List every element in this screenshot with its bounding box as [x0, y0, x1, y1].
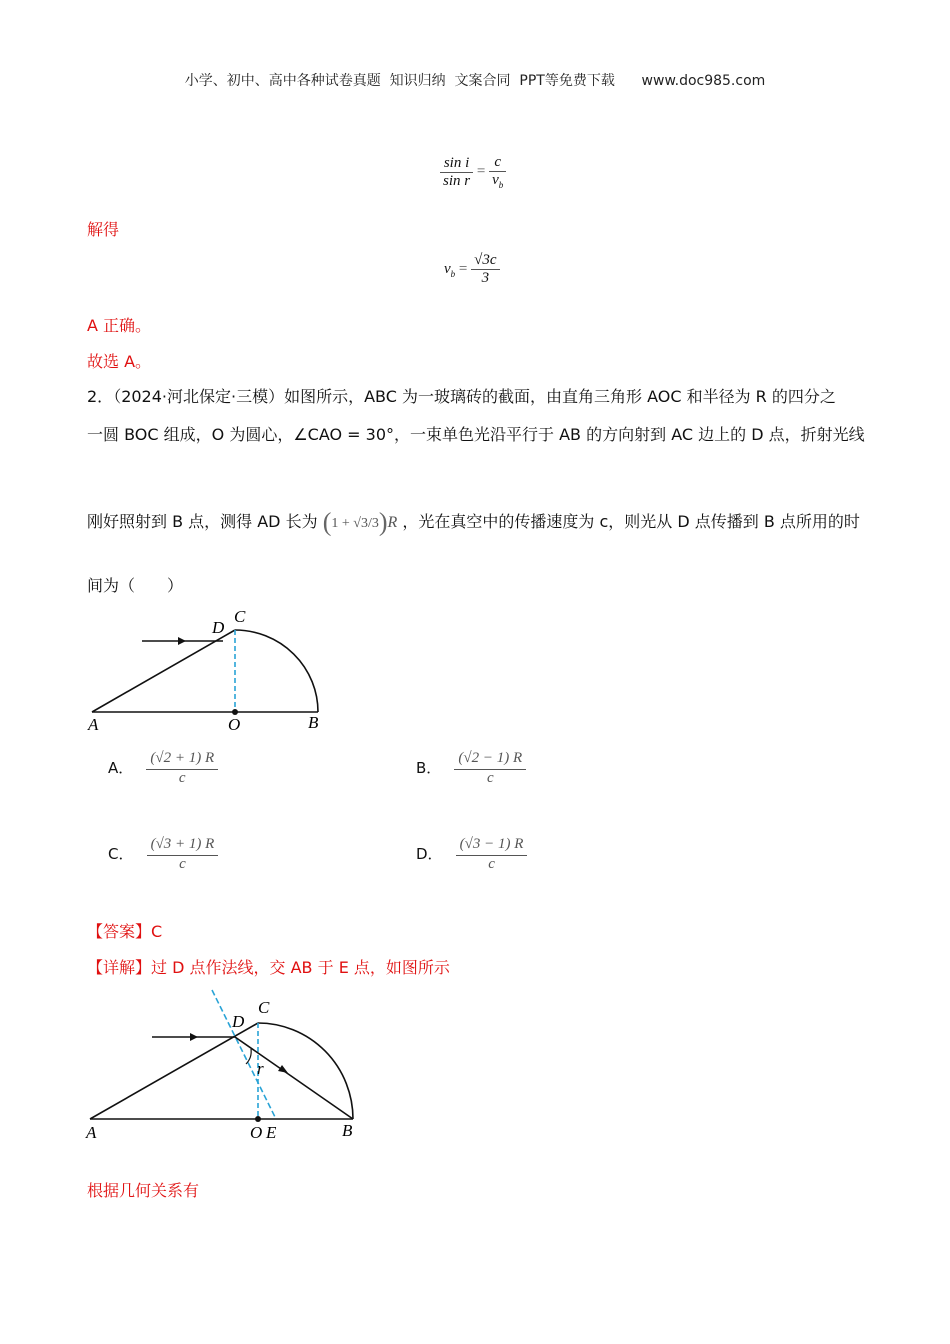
option-a-frac: [146, 748, 218, 787]
fig1-label-a: A: [88, 715, 99, 734]
option-c-frac: [147, 834, 219, 873]
detail-line: [87, 958, 450, 978]
option-a-label: A．: [108, 759, 134, 777]
fig2-arc-cb: [258, 1023, 353, 1119]
fig2-point-o: [255, 1116, 261, 1122]
formula-vb-rhs: [471, 252, 499, 287]
fig2-label-d: D: [232, 1012, 245, 1031]
choose-answer: 故选 A。: [87, 352, 152, 371]
question-line3-post: ，光在真空中的传播速度为 c，则光从 D 点传播到 B 点所用的时: [402, 512, 860, 531]
formula-snell: [440, 154, 506, 190]
answer-value: C: [151, 922, 163, 941]
a-correct: A 正确。: [87, 316, 152, 335]
formula-vb-den: 3: [481, 270, 490, 286]
option-a-num: (√2 + 1) R: [146, 748, 218, 770]
formula-snell-lhs-den: sin r: [443, 172, 471, 189]
formula-snell-lhs-num: sin i: [440, 155, 473, 173]
question-line-3: [87, 507, 860, 537]
fig2-incident-arrowhead: [190, 1033, 198, 1041]
fig1-label-c: C: [234, 607, 246, 626]
option-c-label: C．: [108, 845, 134, 863]
fig1-arc-cb: [235, 630, 318, 712]
fig2-label-o: O: [250, 1123, 263, 1142]
formula-snell-rhs: [489, 154, 506, 190]
question-line-2: 一圆 BOC 组成，O 为圆心，∠CAO = 30°，一束单色光沿平行于 AB 的方向射到 AC 边上的 D 点，折射光线: [87, 425, 865, 444]
formula-vb-eq: =: [458, 260, 468, 277]
ad-length-inner: 1 + √3/3: [331, 516, 379, 531]
fig2-refracted-ray: [235, 1037, 353, 1119]
solve-label: 解得: [87, 220, 120, 239]
geometry-relation: 根据几何关系有: [87, 1181, 200, 1200]
fig1-arrowhead: [178, 637, 186, 645]
option-b-den: c: [486, 770, 494, 786]
fig1-label-o: O: [228, 715, 241, 734]
formula-snell-rhs-den: [489, 172, 506, 190]
option-c-den: c: [179, 856, 186, 872]
formula-vb-lhs: [444, 261, 455, 277]
option-b-label: B．: [416, 759, 442, 777]
formula-snell-rhs-den-sub: b: [498, 180, 504, 190]
option-a[interactable]: [108, 748, 218, 787]
option-d-frac: [456, 834, 528, 873]
formula-vb: [444, 252, 500, 287]
formula-snell-rhs-num: c: [489, 154, 506, 172]
fig2-label-e: E: [266, 1123, 277, 1142]
header-text: 小学、初中、高中各种试卷真题 知识归纳 文案合同 PPT等免费下载: [184, 73, 615, 89]
fig2-label-c: C: [258, 998, 270, 1017]
formula-vb-lhs-sub: b: [450, 268, 456, 279]
question-line-1: [87, 387, 836, 407]
fig2-label-a: A: [86, 1123, 97, 1142]
answer-tag: 【答案】: [87, 922, 152, 941]
question-line3-pre: 刚好照射到 B 点，测得 AD 长为: [87, 512, 318, 531]
option-b[interactable]: [416, 748, 526, 787]
fig1-label-d: D: [212, 618, 225, 637]
option-b-num: (√2 − 1) R: [454, 748, 526, 770]
detail-text: 过 D 点作法线，交 AB 于 E 点，如图所示: [151, 958, 450, 977]
figure-2: [80, 985, 370, 1145]
ad-length-close: ): [378, 507, 388, 537]
fig2-angle-r-arc: [246, 1049, 251, 1064]
option-d[interactable]: [416, 834, 527, 873]
fig1-label-b: B: [308, 713, 319, 732]
header-url: www.doc985.com: [641, 73, 766, 89]
formula-snell-lhs: [440, 155, 473, 190]
option-c-num: (√3 + 1) R: [147, 834, 219, 856]
option-d-label: D．: [416, 845, 443, 863]
option-d-den: c: [488, 856, 495, 872]
option-d-num: (√3 − 1) R: [456, 834, 528, 856]
fig2-refracted-arrowhead: [278, 1065, 288, 1073]
option-b-frac: [454, 748, 526, 787]
figure-1: [80, 600, 340, 740]
formula-vb-lhs-v: v: [444, 260, 451, 277]
question-source: （2024·河北保定·三模）: [113, 387, 285, 406]
formula-snell-eq: =: [476, 163, 486, 180]
option-a-den: c: [178, 770, 186, 786]
fig2-label-b: B: [342, 1121, 353, 1140]
fig1-line-ac: [92, 630, 235, 712]
question-line1-rest: 如图所示，ABC 为一玻璃砖的截面，由直角三角形 AOC 和半径为 R 的四分之: [284, 387, 836, 406]
option-c[interactable]: [108, 834, 218, 873]
formula-vb-num: √3c: [471, 252, 499, 270]
question-number: 2．: [87, 387, 114, 406]
page-header: [0, 70, 950, 90]
detail-tag: 【详解】: [87, 958, 152, 977]
answer-line: [87, 922, 162, 942]
formula-snell-rhs-den-v: v: [492, 172, 499, 188]
ad-length-r: R: [387, 514, 398, 531]
fig2-label-r: r: [257, 1059, 264, 1078]
question-line-4: 间为（ ）: [87, 576, 184, 595]
ad-length-expr: (: [322, 507, 332, 537]
